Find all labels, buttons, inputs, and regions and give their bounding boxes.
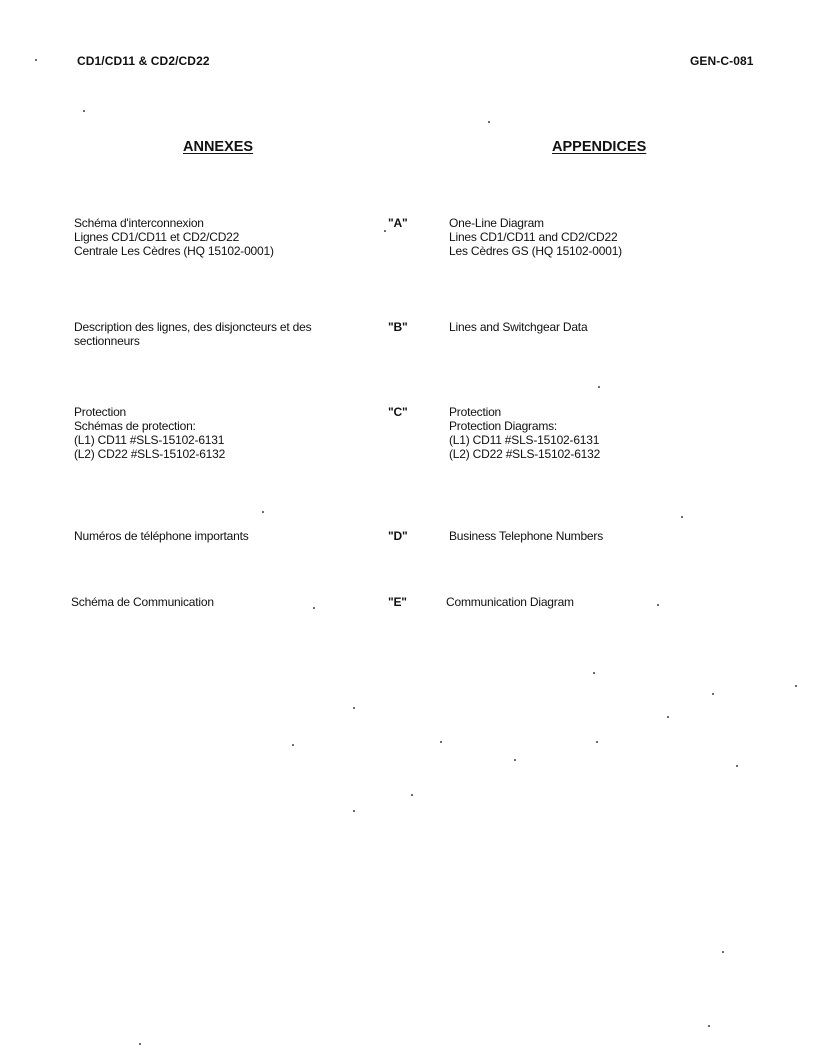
french-description	[74, 405, 374, 461]
english-description	[446, 595, 769, 609]
scan-speck	[722, 951, 724, 953]
french-line: Schéma d'interconnexion	[74, 216, 204, 230]
english-description	[449, 529, 769, 543]
french-line: (L1) CD11 #SLS-15102-6131	[74, 433, 225, 447]
scan-speck	[353, 810, 355, 812]
scan-speck	[795, 685, 797, 687]
english-line: One-Line Diagram	[449, 216, 544, 230]
scan-speck	[440, 741, 442, 743]
english-description	[449, 320, 769, 334]
french-line: Numéros de téléphone importants	[74, 529, 249, 543]
scan-speck	[83, 110, 85, 112]
english-description	[449, 405, 769, 461]
scan-speck	[292, 744, 294, 746]
scan-speck	[598, 386, 600, 388]
scan-speck	[708, 1025, 710, 1027]
french-description	[71, 595, 374, 609]
english-line: Les Cèdres GS (HQ 15102-0001)	[449, 244, 622, 258]
scan-speck	[313, 607, 315, 609]
scan-speck	[488, 121, 490, 123]
scan-speck	[667, 716, 669, 718]
appendix-code: "C"	[388, 405, 408, 419]
scan-speck	[593, 672, 595, 674]
appendix-code: "B"	[388, 320, 408, 334]
section-title-annexes: ANNEXES	[183, 139, 254, 155]
scan-speck	[262, 511, 264, 513]
french-description	[74, 529, 374, 543]
scan-speck	[35, 59, 37, 61]
french-line: Schéma de Communication	[71, 595, 214, 609]
scan-speck	[657, 604, 659, 606]
english-line: Business Telephone Numbers	[449, 529, 604, 543]
english-line: Protection	[449, 405, 502, 419]
english-line: Communication Diagram	[446, 595, 574, 609]
section-title-appendices: APPENDICES	[552, 139, 647, 155]
scan-speck	[411, 794, 413, 796]
header-document-code: GEN-C-081	[690, 54, 754, 68]
header-line-ids: CD1/CD11 & CD2/CD22	[77, 54, 210, 68]
french-description	[74, 320, 374, 348]
french-description	[74, 216, 374, 258]
english-line: (L1) CD11 #SLS-15102-6131	[449, 433, 600, 447]
scan-speck	[353, 707, 355, 709]
appendix-code: "A"	[388, 216, 408, 230]
english-line: (L2) CD22 #SLS-15102-6132	[449, 447, 601, 461]
french-line: Description des lignes, des disjoncteurs et des sectionneurs	[74, 320, 312, 348]
english-line: Lines and Switchgear Data	[449, 320, 588, 334]
english-description	[449, 216, 769, 258]
french-line: Lignes CD1/CD11 et CD2/CD22	[74, 230, 240, 244]
scan-speck	[681, 516, 683, 518]
appendix-code: "D"	[388, 529, 408, 543]
appendix-code: "E"	[388, 595, 407, 609]
french-line: Centrale Les Cèdres (HQ 15102-0001)	[74, 244, 274, 258]
scan-speck	[736, 765, 738, 767]
scan-speck	[712, 693, 714, 695]
english-line: Lines CD1/CD11 and CD2/CD22	[449, 230, 618, 244]
scan-speck	[514, 759, 516, 761]
scan-speck	[139, 1043, 141, 1045]
french-line: (L2) CD22 #SLS-15102-6132	[74, 447, 226, 461]
scan-speck	[596, 741, 598, 743]
english-line: Protection Diagrams:	[449, 419, 558, 433]
scan-speck	[384, 230, 386, 232]
french-line: Schémas de protection:	[74, 419, 196, 433]
french-line: Protection	[74, 405, 127, 419]
